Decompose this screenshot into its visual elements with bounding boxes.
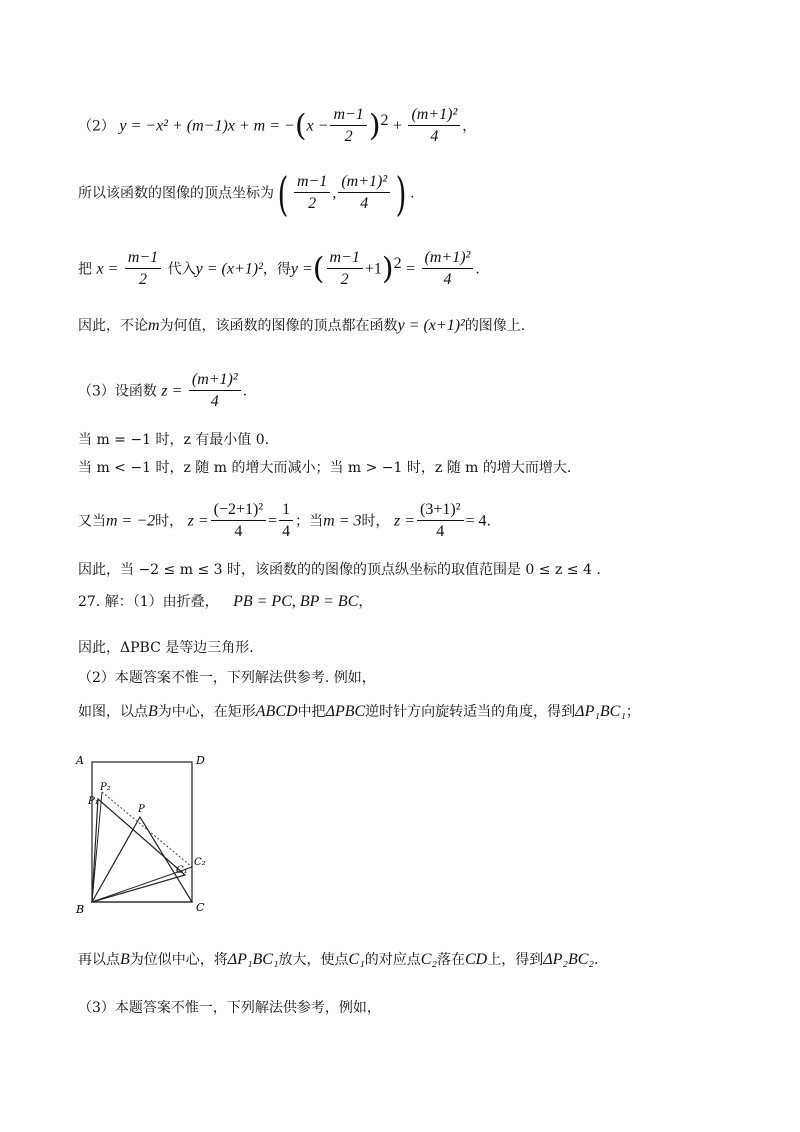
range-line: 因此，当 −2 ≤ m ≤ 3 时，该函数的的图像的顶点纵坐标的取值范围是 0 ≤ z ≤ 4 . <box>78 562 601 578</box>
part2-label: （2） <box>78 118 115 135</box>
min-value-line: 当 m = −1 时，z 有最小值 0. <box>78 432 270 448</box>
label-d: D <box>196 754 205 767</box>
fraction: $\frac{\text{(m+1)²}}{4}$ <box>338 172 390 215</box>
label-p2: P₂ <box>100 782 111 793</box>
part27-3-line: （3）本题答案不惟一，下列解法供参考，例如， <box>78 1000 381 1016</box>
label-b: B <box>76 903 85 916</box>
fraction: $\frac{\text{(m+1)²}}{4}$ <box>408 105 460 148</box>
rotate-line: 如图，以点B为中心，在矩形ABCD中把ΔPBC逆时针方向旋转适当的角度，得到ΔP₁BC₁； <box>78 703 640 720</box>
label-a: A <box>76 754 84 767</box>
geometry-figure <box>72 752 222 922</box>
fraction: $\frac{\text{(m+1)²}}{4}$ <box>422 248 474 291</box>
vertex-line: 所以该函数的图像的顶点坐标为( $\frac{m-1}{2}$ , $\frac{\text{(m+1)²}}{4}$ ) . <box>78 166 415 221</box>
fraction: $\frac{\text{(3+1)²}}{4}$ <box>417 500 463 543</box>
values-line: 又当m = −2时， z = $\frac{\text{(−2+1)²}}{4}$ = $\frac{1}{4}$ ；当m = 3时， z = $\frac{\text{(3+1)²}}{4}$ = 4. <box>78 500 491 543</box>
conclusion-line: 因此，不论m为何值，该函数的图像的顶点都在函数y = (x+1)²的图像上. <box>78 317 526 334</box>
label-c: C <box>196 901 205 914</box>
label-c2: C₂ <box>194 857 206 868</box>
fraction: $\frac{1}{4}$ <box>279 500 293 543</box>
fraction: $\frac{m-1}{2}$ <box>330 105 366 148</box>
part3-line: （3）设函数 z = $\frac{\text{(m+1)²}}{4}$ . <box>78 370 247 413</box>
label-p: P <box>138 804 145 815</box>
label-c1: C₁ <box>176 865 188 876</box>
fraction: $\frac{\text{(−2+1)²}}{4}$ <box>211 500 267 543</box>
fraction: $\frac{m-1}{2}$ <box>125 248 161 291</box>
fraction: $\frac{\text{(m+1)²}}{4}$ <box>189 370 241 413</box>
substitution-line: 把 x = $\frac{m-1}{2}$ 代入y = (x+1)²，得y =( $\frac{m-1}{2}$ +1)$^2$ = $\frac{\text{(m+1)²}}{4}$ . <box>78 248 480 291</box>
q27-line: 27. 解：（1）由折叠， PB = PC, BP = BC， <box>78 593 373 610</box>
label-p1: P₁ <box>88 796 99 807</box>
fraction: $\frac{m-1}{2}$ <box>294 172 330 215</box>
part2-equation-line: （2） y = −x² + (m−1)x + m = −(x − $\frac{m-1}{2}$ )$^2$ + $\frac{\text{(m+1)²}}{4}$ ， <box>78 105 476 148</box>
triangle-pbc <box>92 817 192 902</box>
part27-2-line: （2）本题答案不惟一，下列解法供参考. 例如， <box>78 670 376 686</box>
part2-eq-lhs: y = −x² + (m−1)x + m = − <box>119 117 295 135</box>
monotonic-line: 当 m < −1 时，z 随 m 的增大而减小；当 m > −1 时，z 随 m 的增大而增大. <box>78 460 572 476</box>
scale-line: 再以点B为位似中心，将ΔP₁BC₁放大，使点C₁的对应点C₂落在CD上，得到ΔP₂BC₂. <box>78 951 599 968</box>
fraction: $\frac{m-1}{2}$ <box>327 248 363 291</box>
vertex-text: 所以该函数的图像的顶点坐标为 <box>78 185 274 202</box>
equilateral-line: 因此，ΔPBC 是等边三角形. <box>78 640 254 656</box>
